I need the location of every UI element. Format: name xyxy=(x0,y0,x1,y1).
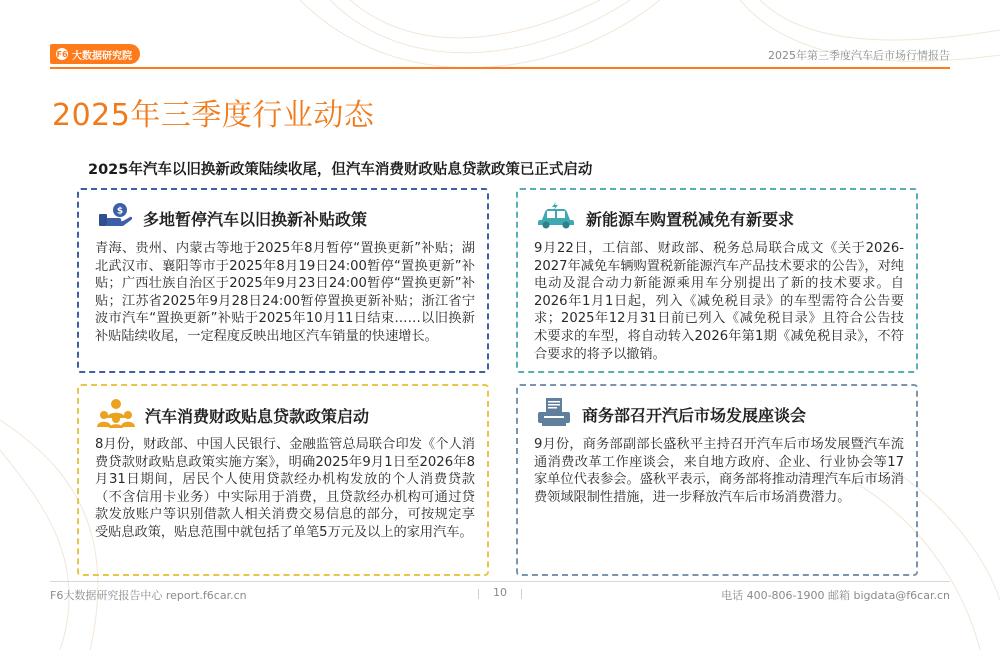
card-nev-tax xyxy=(516,188,918,373)
report-name: 2025年第三季度汽车后市场行情报告 xyxy=(768,49,950,62)
footer-divider xyxy=(50,581,950,582)
card-title: 商务部召开汽后市场发展座谈会 xyxy=(582,405,807,425)
card-title: 汽车消费财政贴息贷款政策启动 xyxy=(145,406,370,426)
card-commerce-forum xyxy=(516,384,918,576)
page-subtitle: 2025年汽车以旧换新政策陆续收尾，但汽车消费财政贴息贷款政策已正式启动 xyxy=(88,162,593,178)
card-loan-subsidy xyxy=(77,384,489,576)
card-body: 8月份，财政部、中国人民银行、金融监管总局联合印发《个人消费贷款财政贴息政策实施方案》，明确2025年9月1日至2026年8月31日期间，居民个人使用贷款经办机构发放的个人消费贷款（不含信用卡业务）中实际用于消费，且贷款经办机构可通过贷款发放账户等识别借款人相关消费交易信息的部分，可按规定享受贴息政策，贴息范围中就包括了单笔5万元及以上的家用汽车。 xyxy=(95,437,475,540)
card-body: 青海、贵州、内蒙古等地于2025年8月暂停“置换更新”补贴；湖北武汉市、襄阳等市于2025年8月19日24:00暂停“置换更新”补贴；广西壮族自治区于2025年9月23日24:00暂停“置换更新”补贴；江苏省2025年9月28日24:00暂停置换更新补贴；浙江省宁波市汽车“置换更新”补贴于2025年10月11日结束……以旧换新补贴陆续收尾，一定程度反映出地区汽车销量的快速增长。 xyxy=(95,241,475,344)
footer-contact: 电话 400-806-1900 邮箱 bigdata@f6car.cn xyxy=(721,589,950,602)
footer-separator xyxy=(521,589,522,599)
footer-source: F6大数据研究报告中心 report.f6car.cn xyxy=(50,589,247,602)
footer-separator xyxy=(478,589,479,599)
brand-logo xyxy=(50,44,140,64)
top-bar xyxy=(50,44,950,64)
header-divider xyxy=(50,67,950,69)
card-subsidy-pause xyxy=(77,188,489,373)
svg-text:$: $ xyxy=(116,206,124,217)
page-number: 10 xyxy=(493,586,507,599)
card-title: 新能源车购置税减免有新要求 xyxy=(586,209,795,229)
page-title: 2025年三季度行业动态 xyxy=(52,98,375,133)
logo-text: 大数据研究院 xyxy=(72,50,132,62)
card-body: 9月份，商务部副部长盛秋平主持召开汽车后市场发展暨汽车流通消费改革工作座谈会，来自地方政府、企业、行业协会等17家单位代表参会。盛秋平表示，商务部将推动清理汽车后市场消费领域限制性措施，进一步释放汽车后市场消费潜力。 xyxy=(534,437,904,505)
f6-logo-icon: F6 xyxy=(56,49,68,59)
card-title: 多地暂停汽车以旧换新补贴政策 xyxy=(143,209,368,229)
document-printer-icon xyxy=(536,398,572,430)
people-group-icon xyxy=(97,398,135,432)
money-hand-icon xyxy=(97,202,133,234)
card-body: 9月22日，工信部、财政部、税务总局联合成文《关于2026-2027年减免车辆购置税新能源汽车产品技术要求的公告》，对纯电动及混合动力新能源乘用车分别提出了新的技术要求。自2026年1月1日起，列入《减免税目录》的车型需符合公告要求；2025年12月31日前已列入《减免税目录》且符合公告技术要求的车型，将自动转入2026年第1期《减免税目录》，不符合要求的将予以撤销。 xyxy=(534,241,904,362)
electric-car-icon xyxy=(536,202,576,234)
